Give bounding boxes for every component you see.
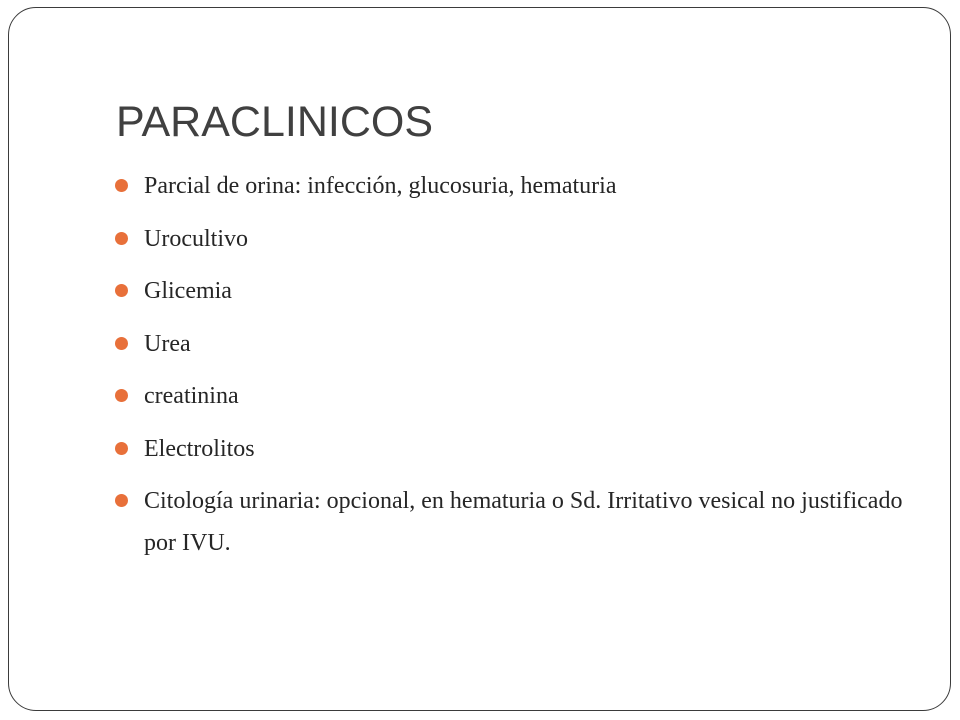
bullet-text: creatinina: [144, 383, 239, 409]
bullet-dot-icon: [115, 284, 128, 297]
bullet-dot-icon: [115, 494, 128, 507]
list-item: [115, 270, 935, 312]
bullet-text: Citología urinaria: opcional, en hematuria o Sd. Irritativo vesical no justificado por IVU.: [144, 488, 903, 556]
list-item: [115, 218, 935, 260]
bullet-dot-icon: [115, 179, 128, 192]
bullet-text: Parcial de orina: infección, glucosuria, hematuria: [144, 173, 617, 199]
bullet-text: Glicemia: [144, 278, 232, 304]
bullet-list: [115, 165, 935, 575]
slide-frame: [8, 7, 951, 711]
bullet-dot-icon: [115, 389, 128, 402]
list-item: [115, 428, 935, 470]
list-item: [115, 375, 935, 417]
bullet-text: Electrolitos: [144, 435, 255, 462]
bullet-text: Urocultivo: [144, 225, 248, 252]
list-item: [115, 323, 935, 365]
bullet-text: Urea: [144, 330, 191, 357]
bullet-dot-icon: [115, 442, 128, 455]
slide-title: PARACLINICOS: [116, 98, 433, 146]
list-item: [115, 480, 935, 564]
bullet-dot-icon: [115, 337, 128, 350]
bullet-dot-icon: [115, 232, 128, 245]
list-item: [115, 165, 935, 207]
